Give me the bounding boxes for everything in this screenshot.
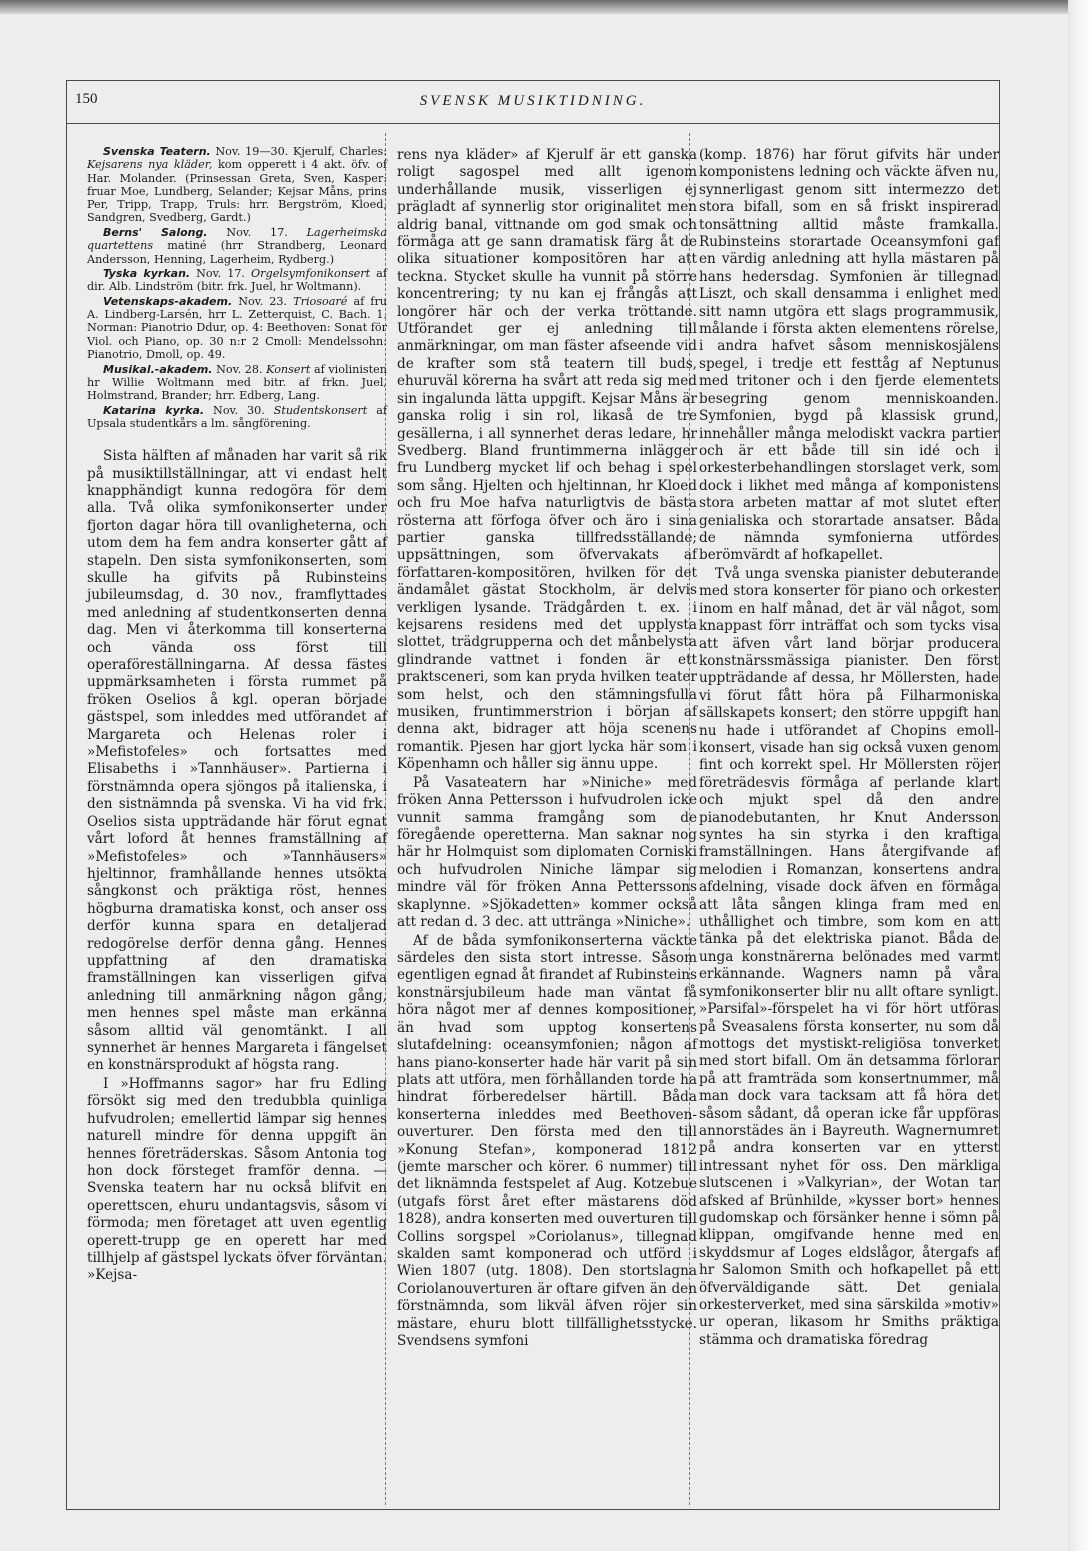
listing-work: Orgelsymfonikonsert	[251, 267, 371, 281]
listing-details: af fru A. Lindberg-Larsén, hrr L. Zetterquist, C. Bach. 1. Norman: Pianotrio Ddur, op. 4: Beethoven: Sonat för Viol. och Piano, op. 30 n:r 2 Cmoll: Mendelssohn: Pianotrio, Dmoll, op. 49.	[87, 294, 388, 362]
article-paragraph: På Vasateatern har »Niniche» med fröken Anna Pettersson i hufvudrolen icke vunnit samma framgång som de föregående operetterna. Man saknar nog här hr Holmquist som diplomaten Corniski och hufvudrolen Niniche lämpar sig mindre väl för fröken Anna Petterssons skaplynne. »Sjökadetten» kommer också att redan d. 3 dec. att uttränga »Niniche».	[397, 774, 697, 931]
page-header	[67, 81, 999, 124]
article-paragraph: rens nya kläder» af Kjerulf är ett ganska roligt sagospel med allt igenom underhållande musik, visserligen ej prägladt af synnerlig stor originalitet men aldrig banal, vittnande om god smak och förmåga att ge sann dramatisk färg åt de olika situationer kompositören har att teckna. Stycket skulle ha vunnit på större koncentrering; ty nu kan ej frångås att longörer här och der verka tröttande. Utförandet ger ej anledning till anmärkningar, om man fäster afseende vid de krafter som stå teatern till buds, ehuruväl körerna ha svårt att reda sig med sin ingalunda lätta uppgift. Kejsar Måns är ganska rolig i sin rol, likaså de tre gesällerna, i all synnerhet deras ledare, hr Svedberg. Bland fruntimmerna inlägger fru Lundberg mycket lif och behag i spel som sång. Hjelten och hjeltinnan, hr Kloed och fru Moe hafva naturligtvis de bästa rösterna att förfoga öfver och äro i sina partier ganska tillfredsställande; uppsättningen, som öfvervakats af författaren-kompositören, hvilken för det ändamålet gästat Stockholm, är delvis verkligen lysande. Trädgården t. ex. i kejsarens residens med det upplysta slottet, trädgrupperna och det månbelysta glindrande vattnet i fonden är ett praktsceneri, som kan pryda hvilken teater som helst, och den stämningsfulla musiken, fruntimmerstrion i början af denna akt, bidrager att höja scenens romantik. Pjesen har gjort lycka här som i Köpenhamn och håller sig ännu uppe.	[397, 147, 697, 773]
article-paragraph: (komp. 1876) har förut gifvits här under komponistens ledning och väckte äfven nu, synnerligast genom sitt intermezzo det stora bifall, som en så friskt inspirerad tonsättning alltid måste framkalla. Rubinsteins storartade Oceansymfoni gaf en värdig anledning att hylla mästaren på hans hedersdag. Symfonien är tillegnad Liszt, och skall densamma i enlighet med sitt namn utgöra ett slags programmusik, målande i första akten elementens rörelse, i andra hafvet såsom menniskosjälens spegel, i tredje ett festtåg af Neptunus med tritoner och i den fjerde elementets besegring genom menniskoanden. Symfonien, bygd på klassisk grund, innehåller många melodiskt vackra partier och är ett både till sin idé och i orkesterbehandlingen storslaget verk, som dock i likhet med många af komponistens stora arbeten mattar af mot slutet efter genialiska och storartade ansatser. Båda de nämnda symfonierna utfördes berömvärdt af hofkapellet.	[699, 147, 999, 564]
article-paragraph: Två unga svenska pianister debuterande med stora konserter för piano och orkester inom en half månad, det är väl något, som knappast förr inträffat och som tycks visa att äfven vårt land börjar producera konstnärssmässiga pianister. Den först uppträdande af dessa, hr Möllersten, hade vi förut fått höra på Filharmoniska sällskapets konsert; den större uppgift han nu hade i utförandet af Chopins emoll-konsert, visade han sig också vuxen genom fint och korrekt spel. Hr Möllersten röjer företrädesvis förmåga af perlande klart och mjukt spel då den andre pianodebutanten, hr Knut Andersson syntes ha sin styrka i den kraftiga framställningen. Hans återgifvande af melodien i Romanzan, konsertens andra afdelning, visade dock äfven en förmåga att låta sången klinga fram med en uthållighet och timbre, som kom en att tänka på det elektriska pianot. Båda de unga konstnärerna belönades med varmt erkännande. Wagners namn på våra symfonikonserter blir nu allt oftare synligt. »Parsifal»-förspelet ha vi för hört utföras på Sveasalens första konserter, nu som då mottogs det mystiskt-religiösa tonverket med stort bifall. Om än detsamma förlorar på att framträda som konsertnummer, må man dock vara tacksam att få höra det såsom sådant, då operan icke får uppföras annorstädes än i Bayreuth. Wagnernumret på andra konserten var en ytterst intressant nyhet för oss. Den märkliga slutscenen i »Valkyrian», der Wotan tar afsked af Brünhilde, »kysser bort» hennes gudomskap och försänker henne i sömn på klippan, omgifvande henne med en skyddsmur af Loges eldslågor, återgafs af hr Salomon Smith och hofkapellet på ett öfverväldigande sätt. Det geniala orkesterverket, med sina särskilda »motiv» ur operan, likasom hr Smiths präktiga stämma och dramatiska föredrag	[699, 565, 999, 1348]
listing-date: Nov. 19—30.	[215, 145, 289, 158]
listing-work: Kejsarens nya kläder,	[87, 158, 213, 172]
listing-pre: Kjerulf, Charles:	[292, 145, 387, 158]
newspaper-page	[66, 80, 1000, 1510]
listing-item	[87, 145, 387, 225]
listing-work: Triosoaré	[293, 294, 348, 308]
page-number: 150	[75, 91, 98, 107]
column-3	[699, 147, 999, 1350]
listing-item	[87, 267, 387, 294]
listing-date: Nov. 28.	[216, 362, 263, 376]
listing-details: af Upsala studentkårs a lm. sångförening.	[87, 403, 387, 430]
article-paragraph: Af de båda symfonikonserterna väckte särdeles den sista stort intresse. Såsom egentligen egnad åt firandet af Rubinsteins konstnärsjubileum hade man väntat få höra något mer af dennes kompositioner, än hvad som upptog konsertens slutafdelning: oceansymfonien; någon af hans piano-konserter hade här varit på sin plats att utföra, men förhållanden torde ha hindrat förberedelser härtill. Båda konserterna inleddes med Beethoven-ouverturer. Den första med den till »Konung Stefan», komponerad 1812 (jemte marscher och körer. 6 nummer) till det liknämnda festspelet af Aug. Kotzebue (utgafs först året efter mästarens död 1828), andra konserten med ouverturen till Collins sorgspel »Coriolanus», tillegnad skalden samt komponerad och utförd i Wien 1807 (utg. 1808). Den stortslagna Coriolanouverturen är oftare gifven än den förstnämnda, som likväl äfven röjer sin mästare, ehuru blott tillfällighetsstycke. Svendsens symfoni	[397, 932, 697, 1349]
listing-date: Nov. 17.	[226, 225, 288, 239]
column-2	[397, 147, 697, 1352]
listing-venue: Vetenskaps-akadem.	[103, 294, 233, 308]
listing-venue: Svenska Teatern.	[103, 145, 211, 158]
listing-work: Studentskonsert	[273, 403, 368, 417]
listing-item	[87, 404, 387, 431]
listing-details: kom opperett i 4 akt. öfv. of Har. Molander. (Prinsessan Greta, Sven, Kasper: fruar Moe, Lundberg, Selander; Kejsar Måns, prins Per, Tripp, Trapp, Truls: hrr. Bergström, Kloed, Sandgren, Svedberg, Gardt.)	[87, 158, 387, 225]
article-paragraph: Sista hälften af månaden har varit så rik på musiktillställningar, att vi endast helt knapphändigt kunna redogöra för dem alla. Två olika symfonikonserter under fjorton dagar höra till ovanligheterna, och utom dem ha fem andra konserter gått af stapeln. Den sista symfonikonserten, som skulle ha gifvits på Rubinsteins jubileumsdag, d. 30 nov., framflyttades med anledning af studentkonserten denna dag. Men vi återkomma till konserterna och vända oss först till operaföreställningarna. Af dessa fästes uppmärksamheten i första rummet på fröken Oselios å kgl. operan började gästspel, som inleddes med utförandet af Margareta och Helenas roler i »Mefistofeles» och fortsattes med Elisabeths i »Tannhäuser». Partierna i förstnämnda opera sjöngos på italienska, i den sistnämnda på svenska. Vi ha vid frk. Oselios sista uppträdande här förut egnat vårt loford åt hennes framställning af »Mefistofeles» och »Tannhäusers» hjeltinnor, framhållande hennes utsökta sångkonst och präktiga röst, hennes högburna dramatiska konst, och anser oss derför kunna spara en detaljerad redogörelse derför denna gång. Hennes uppfattning af den dramatiska framställningen kan visserligen gifva anledning till anmärkning någon gång, men hennes spel måste man erkänna såsom alltid väl genomtänkt. I all synnerhet är hennes Margareta i fängelset en konstnärsprodukt af högsta rang.	[87, 448, 387, 1074]
concert-listings	[87, 145, 387, 430]
article-paragraph: I »Hoffmanns sagor» har fru Edling försökt sig med den tredubbla quinliga hufvudrolen; emellertid lämpar sig hennes naturell mindre för denna uppgift än hennes företräderskas. Såsom Antonia tog hon dock försteget framför denna. — Svenska teatern har nu också blifvit en operettscen, ehuru undantagsvis, såsom vi förmoda; men företaget att uven egentlig operett-trupp ge en operett har med tillhjelp af gästspel lyckats öfver förväntan. »Kejsa-	[87, 1075, 387, 1284]
listing-venue: Musikal.-akadem.	[103, 362, 213, 376]
scan-edge-right	[1068, 0, 1092, 1551]
listing-venue: Katarina kyrka.	[103, 403, 205, 417]
listing-work: Lagerheimska quartettens	[87, 225, 388, 253]
listing-work: Konsert	[266, 362, 311, 376]
listing-item	[87, 226, 387, 266]
listing-details: matiné (hrr Strandberg, Leonard Andersson, Henning, Lagerheim, Rydberg.)	[87, 239, 387, 266]
scan-edge-top	[0, 0, 1092, 14]
listing-venue: Tyska kyrkan.	[103, 267, 191, 281]
listing-date: Nov. 23.	[238, 294, 288, 308]
column-1	[87, 145, 387, 1286]
listing-date: Nov. 17.	[196, 267, 245, 281]
listing-details: af violinisten hr Willie Woltmann med bitr. af frkn. Juel, Holmstrand, Brander; hrr. Edberg, Lang.	[87, 362, 387, 403]
listing-item	[87, 295, 387, 361]
journal-title: SVENSK MUSIKTIDNING.	[419, 93, 647, 109]
listing-date: Nov. 30.	[213, 403, 265, 417]
listing-venue: Berns' Salong.	[103, 225, 208, 239]
listing-item	[87, 363, 387, 403]
listing-details: af dir. Alb. Lindström (bitr. frk. Juel, hr Woltmann).	[87, 267, 387, 294]
